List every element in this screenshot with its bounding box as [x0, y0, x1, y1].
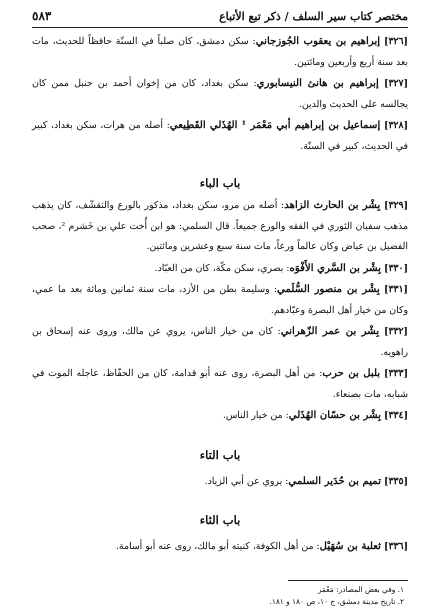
- page-number: ٥٨٣: [32, 9, 52, 23]
- entry-name: بِشْر بن منصور السُّلَمي: [277, 283, 380, 295]
- entry-number: [٣٢٦]: [384, 36, 408, 47]
- entry-334: [32, 405, 408, 427]
- entry-text: : وسليمة بطن من الأزد، مات سنة ثمانين ومائة بعد ما عمي، وكان من خيار أهل البصرة وعبّادهم.: [32, 284, 408, 316]
- entry-327: [32, 73, 408, 115]
- entry-text: : سكن دمشق، كان صلباً في السنّة حافظاً للحديث، مات بعد سنة أربع وأربعين ومائتين.: [32, 36, 408, 68]
- entry-name: تميم بن حُدَير السلمي: [288, 474, 382, 487]
- entry-name: بِشْر بن حسّان الهُذَلي: [288, 409, 382, 421]
- entry-text: : من خيار الناس.: [222, 410, 289, 421]
- entry-number: [٣٣٢]: [384, 326, 408, 337]
- entry-name: بلبل بن حرب: [322, 367, 381, 379]
- entry-336: [32, 536, 408, 558]
- entry-text: : يروي عن أبي الزياد.: [204, 475, 289, 487]
- entry-number: [٣٣١]: [384, 284, 408, 295]
- entry-name: إبراهيم بن هانئ النيسابوري: [256, 77, 379, 89]
- entry-326: [32, 31, 408, 73]
- entry-text: : من أهل الكوفة، كنيته أبو مالك، روى عنه أبو أسامة.: [115, 541, 320, 552]
- entry-text: : بصري، سكن مكّة، كان من العبّاد.: [154, 262, 290, 274]
- footnote-1: ١. وفي بعض المصادر: مَعْمَر: [317, 584, 404, 594]
- entry-number: [٣٣٤]: [384, 410, 408, 421]
- entry-text: : أصله من مرو، سكن بغداد، مذكور بالورع والتقشّف، كان يذهب مذهب سفيان الثوري في الفقه والورع جميعاً. قال السلمي: هو ابن أُخت علي بن خَشرم ²، صحب الفضيل بن عياض وكان عالماً ورعاً، مات سنة سبع وعشرين ومائتين.: [32, 200, 408, 252]
- entry-number: [٣٢٨]: [384, 120, 408, 131]
- running-header: [32, 0, 408, 28]
- entry-name: ثعلبة بن سُهَيْل: [319, 540, 382, 552]
- entry-328: [32, 115, 408, 157]
- entry-number: [٣٣٥]: [384, 475, 408, 487]
- entry-name: بِشْر بن عمر الزّهراني: [280, 325, 380, 337]
- entry-name: إسماعيل بن إبراهيم أبي مَعْمَر ¹ الهُذَلي القَطِيعي: [169, 119, 381, 131]
- entry-number: [٣٣٣]: [384, 368, 408, 379]
- chapter-heading-tha: باب الثاء: [199, 513, 241, 527]
- footnote-2: ٢. تاريخ مدينة دمشق، ج ١٠، ص ١٨٠ و ١٨١.: [269, 596, 404, 606]
- entry-number: [٣٣٦]: [384, 541, 408, 552]
- entry-number: [٣٢٧]: [384, 78, 409, 89]
- entry-name: إبراهيم بن يعقوب الجُوزجاني: [255, 35, 381, 47]
- entry-text: : كان من خيار الناس، يروي عن مالك، وروى عنه إسحاق بن راهويه.: [32, 326, 408, 358]
- footnote-divider: [288, 580, 408, 581]
- entry-332: [32, 321, 408, 363]
- entry-329: [32, 195, 408, 258]
- entry-text: : سكن بغداد، كان من إخوان أحمد بن حنبل ممن كان يجالسه على الحديث والدين.: [32, 78, 408, 110]
- entry-name: بِشْر بن السَّري الأَفْوَه: [289, 261, 382, 274]
- entry-number: [٣٢٩]: [384, 200, 409, 211]
- book-title: مختصر كتاب سير السلف / ذكر تبع الأتباع: [219, 10, 408, 23]
- entry-335: [32, 471, 408, 493]
- chapter-heading-ba: باب الباء: [199, 176, 241, 190]
- entry-331: [32, 279, 408, 321]
- entry-number: [٣٣٠]: [384, 262, 408, 274]
- entry-name: بِشْر بن الحارث الزاهد: [284, 199, 381, 211]
- chapter-heading-ta: باب التاء: [199, 447, 241, 462]
- entry-330: [32, 258, 408, 280]
- entry-333: [32, 363, 408, 405]
- entry-text: : أصله من هرات، سكن بغداد، كبير في الحديث، كبير في السنّة.: [32, 120, 408, 152]
- entry-text: : من أهل البصرة، روى عنه أبو قدامة، كان من الحفّاظ، عاجله الموت في شبابه، مات بصنعاء.: [32, 368, 408, 400]
- footnotes: [32, 584, 408, 608]
